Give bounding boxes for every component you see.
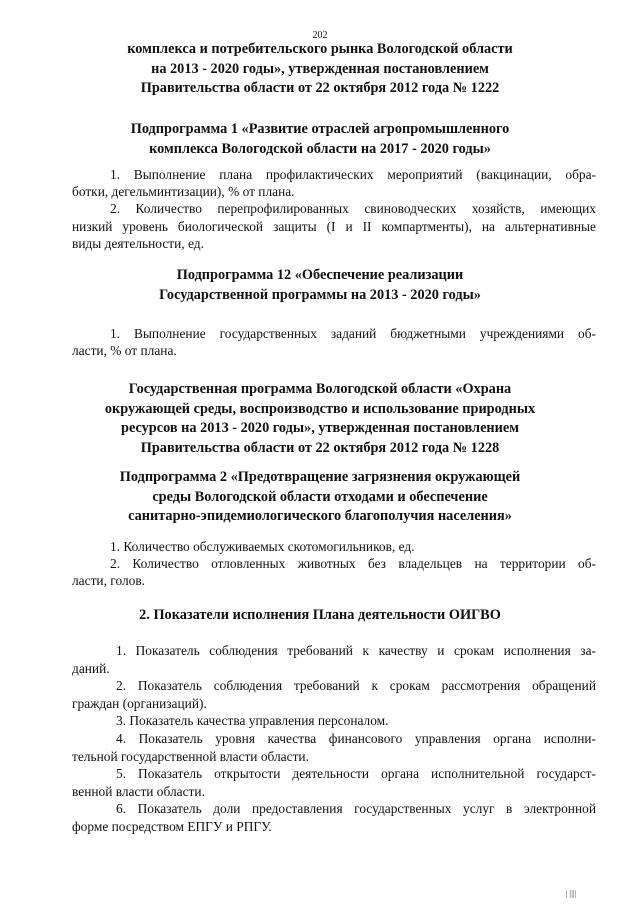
indicator-list xyxy=(72,538,596,590)
heading-line: Подпрограмма 12 «Обеспечение реализации xyxy=(176,267,464,283)
list-item: тельной государственной власти области. xyxy=(72,748,309,764)
heading-line: Правительства области от 22 октября 2012 года № 1228 xyxy=(140,439,500,456)
indicator-list xyxy=(72,325,596,359)
list-item: низкий уровень биологической защиты (I и II компартменты), на альтернативные xyxy=(72,218,596,234)
heading-line: Государственная программа Вологодской области «Охрана xyxy=(128,381,512,397)
list-item: 2. Количество перепрофилированных свиноводческих хозяйств, имеющих xyxy=(110,201,596,217)
scan-mark: | |||| xyxy=(566,889,577,898)
heading-line: санитарно-эпидемиологического благополучия населения» xyxy=(128,508,512,524)
heading-line: Подпрограмма 2 «Предотвращение загрязнения окружающей xyxy=(119,469,521,485)
list-item: 5. Показатель открытости деятельности органа исполнительной государст- xyxy=(116,766,596,782)
page-number: 202 xyxy=(312,30,328,41)
program-heading xyxy=(40,40,600,99)
list-item: 1. Показатель соблюдения требований к качеству и срокам исполнения за- xyxy=(116,643,596,658)
heading-line: 2. Показатели исполнения Плана деятельности ОИГВО xyxy=(139,607,501,623)
section-heading xyxy=(40,606,600,626)
list-item: 1. Количество обслуживаемых скотомогильников, ед. xyxy=(110,539,415,554)
list-item: 1. Выполнение государственных заданий бюджетными учреждениями об- xyxy=(110,326,596,341)
heading-line: ресурсов на 2013 - 2020 годы», утвержденная постановлением xyxy=(121,420,519,436)
heading-line: комплекса и потребительского рынка Вологодской области xyxy=(127,41,513,57)
list-item: ботки, дегельминтизации), % от плана. xyxy=(72,184,295,200)
heading-line: окружающей среды, воспроизводство и использование природных xyxy=(104,400,536,417)
heading-line: Государственной программы на 2013 - 2020 годы» xyxy=(159,286,481,303)
heading-line: среды Вологодской области отходами и обеспечение xyxy=(152,488,488,505)
list-item: венной власти области. xyxy=(72,783,205,799)
subprogram-heading xyxy=(40,120,600,159)
subprogram-heading xyxy=(40,266,600,305)
list-item: 6. Показатель доли предоставления государственных услуг в электронной xyxy=(116,801,596,817)
heading-line: Правительства области от 22 октября 2012 года № 1222 xyxy=(140,80,500,96)
list-item: виды деятельности, ед. xyxy=(72,235,204,251)
list-item: 2. Показатель соблюдения требований к срокам рассмотрения обращений xyxy=(116,678,596,694)
list-item: граждан (организаций). xyxy=(72,695,207,711)
list-item: форме посредством ЕПГУ и РПГУ. xyxy=(72,818,272,834)
list-item: 4. Показатель уровня качества финансового управления органа исполни- xyxy=(116,730,596,746)
list-item: даний. xyxy=(72,660,110,676)
list-item: 3. Показатель качества управления персоналом. xyxy=(116,713,389,729)
list-item: ласти, % от плана. xyxy=(72,343,177,359)
heading-line: на 2013 - 2020 годы», утвержденная постановлением xyxy=(151,60,489,77)
heading-line: комплекса Вологодской области на 2017 - 2020 годы» xyxy=(149,140,491,157)
program-heading xyxy=(40,380,600,458)
list-item: 2. Количество отловленных животных без владельцев на территории об- xyxy=(110,556,596,572)
subprogram-heading xyxy=(40,468,600,527)
indicator-list xyxy=(72,642,596,836)
list-item: 1. Выполнение плана профилактических мероприятий (вакцинации, обра- xyxy=(110,167,596,182)
list-item: ласти, голов. xyxy=(72,573,146,589)
indicator-list xyxy=(72,166,596,252)
heading-line: Подпрограмма 1 «Развитие отраслей агропромышленного xyxy=(130,121,510,137)
